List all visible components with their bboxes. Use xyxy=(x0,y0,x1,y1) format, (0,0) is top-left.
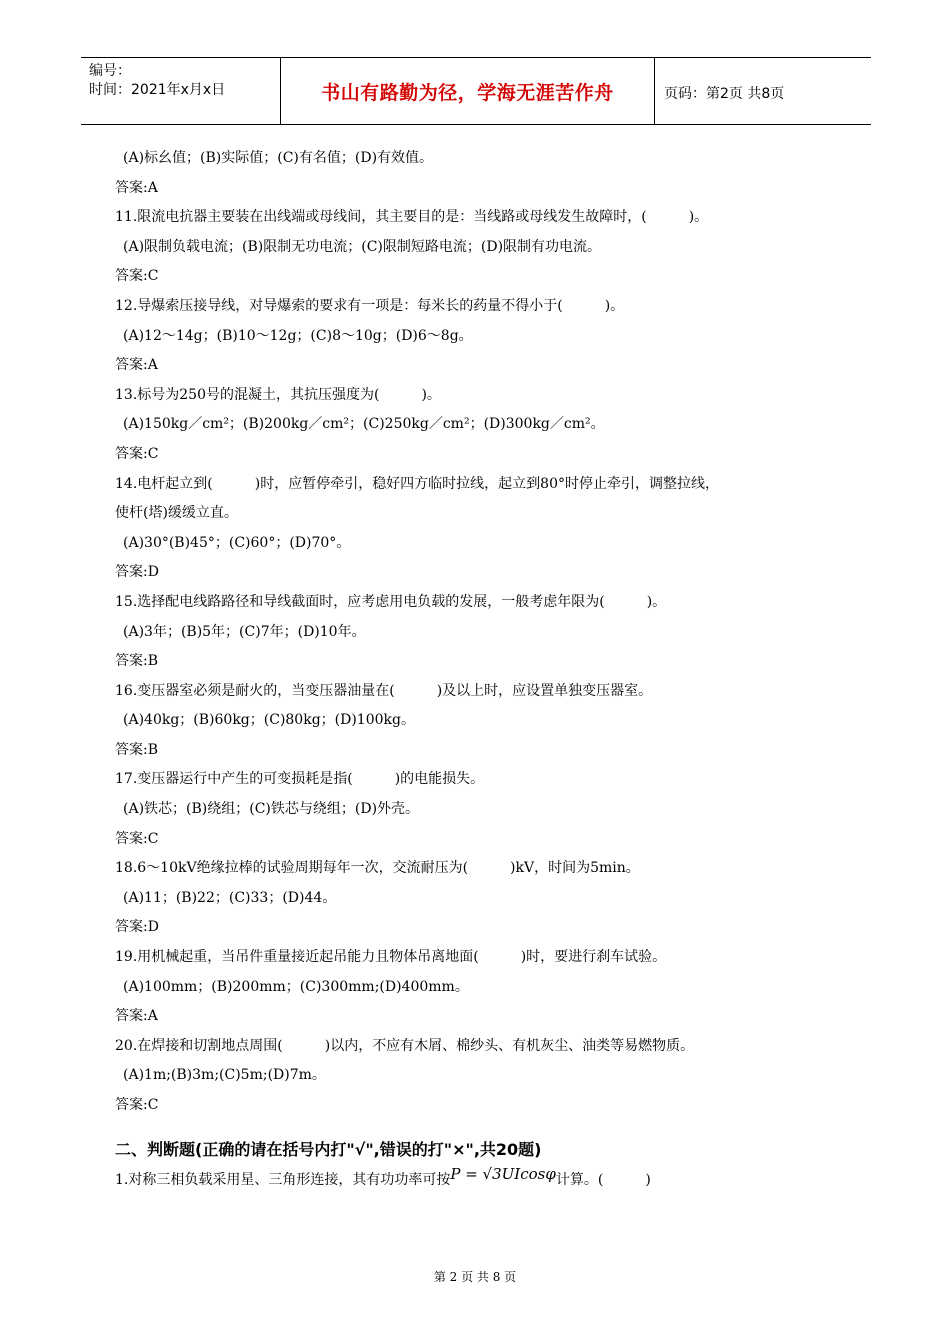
answer-options: (A)100mm；(B)200mm；(C)300mm;(D)400mm。 xyxy=(123,978,469,995)
answer-key: 答案:B xyxy=(115,653,159,670)
answer-key: 答案:A xyxy=(115,1008,158,1025)
question-text: 16.变压器室必须是耐火的，当变压器油量在( )及以上时，应设置单独变压器室。 xyxy=(115,682,653,699)
question-text: 1.对称三相负载采用星、三角形连接，其有功功率可按 xyxy=(115,1171,451,1188)
question-text: 19.用机械起重，当吊件重量接近起吊能力且物体吊离地面( )时，要进行刹车试验。 xyxy=(115,949,667,966)
judgment-question xyxy=(115,1165,855,1196)
page-header xyxy=(81,57,871,125)
answer-key: 答案:C xyxy=(115,830,159,847)
answer-options: (A)40kg；(B)60kg；(C)80kg；(D)100kg。 xyxy=(123,712,415,729)
question-text: 20.在焊接和切割地点周围( )以内，不应有木屑、棉纱头、有机灰尘、油类等易燃物质。 xyxy=(115,1037,695,1054)
answer-options: (A)12～14g；(B)10～12g；(C)8～10g；(D)6～8g。 xyxy=(123,327,473,344)
question-text: 18.6～10kV绝缘拉棒的试验周期每年一次，交流耐压为( )kV，时间为5min。 xyxy=(115,860,640,877)
document-body xyxy=(115,144,855,1195)
header-divider xyxy=(654,58,655,124)
answer-options: (A)30°(B)45°；(C)60°；(D)70°。 xyxy=(123,534,351,551)
header-motto: 书山有路勤为径，学海无涯苦作舟 xyxy=(321,82,614,104)
answer-options: (A)限制负载电流；(B)限制无功电流；(C)限制短路电流；(D)限制有功电流。 xyxy=(123,238,602,255)
section-title: 二、判断题(正确的请在括号内打"√",错误的打"×",共20题) xyxy=(115,1139,542,1159)
answer-options: (A)3年；(B)5年；(C)7年；(D)10年。 xyxy=(123,623,366,640)
answer-key: 答案:C xyxy=(115,1097,159,1113)
question-text: 13.标号为250号的混凝土，其抗压强度为( )。 xyxy=(115,386,441,403)
answer-options: (A)1m;(B)3m;(C)5m;(D)7m。 xyxy=(123,1067,326,1084)
question-text: 15.选择配电线路路径和导线截面时，应考虑用电负载的发展，一般考虑年限为( )。 xyxy=(115,593,667,610)
answer-key: 答案:A xyxy=(115,357,158,374)
answer-options: (A)铁芯；(B)绕组；(C)铁芯与绕组；(D)外壳。 xyxy=(123,801,420,818)
answer-key: 答案:C xyxy=(115,445,159,462)
question-text: 14.电杆起立到( )时，应暂停牵引，稳好四方临时拉线，起立到80°时停止牵引，调整拉线， xyxy=(115,475,720,492)
power-formula: P = √3UIcosφ xyxy=(450,1164,556,1183)
header-page-number: 页码：第2页 共8页 xyxy=(664,86,785,102)
answer-key: 答案:C xyxy=(115,268,159,285)
question-text: 11.限流电抗器主要装在出线端或母线间，其主要目的是：当线路或母线发生故障时，( )。 xyxy=(115,209,709,226)
header-meta xyxy=(89,62,225,100)
answer-key: 答案:B xyxy=(115,741,159,758)
answer-options: (A)11；(B)22；(C)33；(D)44。 xyxy=(123,889,337,906)
page-footer: 第 2 页 共 8 页 xyxy=(433,1270,517,1284)
document-date: 时间：2021年x月x日 xyxy=(89,82,226,98)
document-number: 编号： xyxy=(89,63,131,79)
question-text: 计算。( ) xyxy=(555,1171,651,1188)
answer-options: (A)150kg／cm²；(B)200kg／cm²；(C)250kg／cm²；(D)300kg／cm²。 xyxy=(123,416,605,433)
question-text: 12.导爆索压接导线，对导爆索的要求有一项是：每米长的药量不得小于( )。 xyxy=(115,297,625,314)
answer-key: 答案:D xyxy=(115,564,159,581)
question-text: 17.变压器运行中产生的可变损耗是指( )的电能损失。 xyxy=(115,771,485,788)
question-text: 使杆(塔)缓缓立直。 xyxy=(115,505,238,522)
answer-options: (A)标幺值；(B)实际值；(C)有名值；(D)有效值。 xyxy=(123,150,434,166)
answer-key: 答案:D xyxy=(115,919,159,936)
answer-key: 答案:A xyxy=(115,179,158,196)
question-list xyxy=(115,144,855,1121)
